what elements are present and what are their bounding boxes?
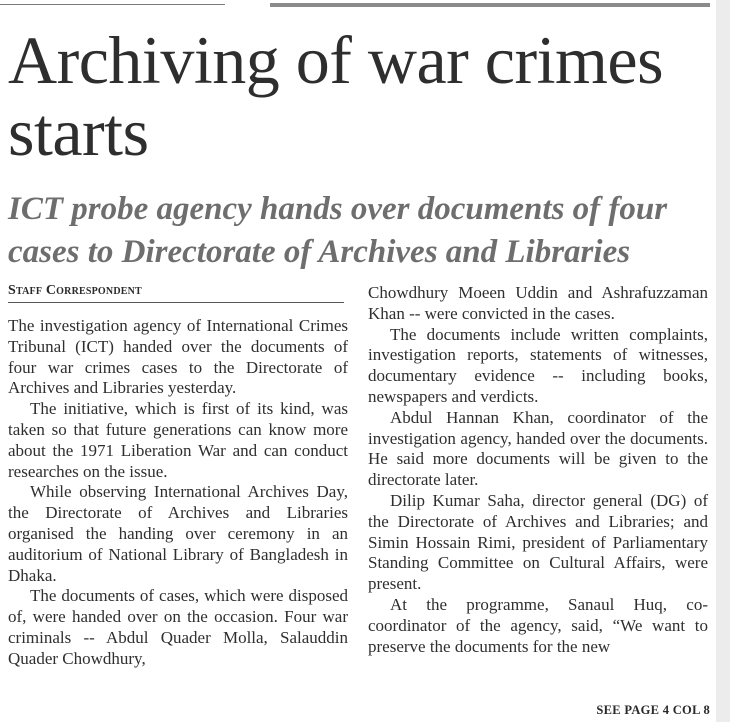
paragraph: The initiative, which is first of its kind, was taken so that future generations can know more about the 1971 Liberation War and can conduct researches on the issue. (8, 399, 348, 481)
page-edge (716, 0, 730, 722)
paragraph: While observing International Archives Day, the Directorate of Archives and Libraries organised the handing over ceremony in an auditorium of National Library of Bangladesh in Dhaka. (8, 482, 348, 585)
continued-on-page-link[interactable]: SEE PAGE 4 COL 8 (596, 703, 710, 717)
paragraph: The documents of cases, which were disposed of, were handed over on the occasion. Four war criminals -- Abdul Quader Molla, Salauddin Quader Chowdhury, (8, 586, 348, 668)
subheadline: ICT probe agency hands over documents of four cases to Directorate of Archives and Libraries (8, 191, 668, 270)
paragraph: Dilip Kumar Saha, director general (DG) of the Directorate of Archives and Libraries; and Simin Hossain Rimi, president of Parliamentary Standing Committee on Cultural Affairs, were present. (368, 490, 708, 594)
paragraph: The investigation agency of International Crimes Tribunal (ICT) handed over the documents of four war crimes cases to the Directorate of Archives and Libraries yesterday. (8, 316, 348, 398)
paragraph: At the programme, Sanaul Huq, co-coordinator of the agency, said, “We want to preserve the documents for the new (368, 594, 708, 656)
article-column-2 (368, 283, 708, 657)
byline: Staff Correspondent (8, 283, 344, 303)
paragraph: The documents include written complaints, investigation reports, statements of witnesses, documentary evidence -- including books, newspapers and verdicts. (368, 324, 708, 406)
article-column-1 (8, 316, 348, 670)
top-rule-right (270, 3, 710, 7)
top-rule-left (0, 4, 225, 5)
paragraph: Chowdhury Moeen Uddin and Ashrafuzzaman Khan -- were convicted in the cases. (368, 283, 708, 323)
headline: Archiving of war crimes starts (8, 22, 664, 170)
paragraph: Abdul Hannan Khan, coordinator of the investigation agency, handed over the documents. He said more documents will be given to the directorate later. (368, 407, 708, 490)
